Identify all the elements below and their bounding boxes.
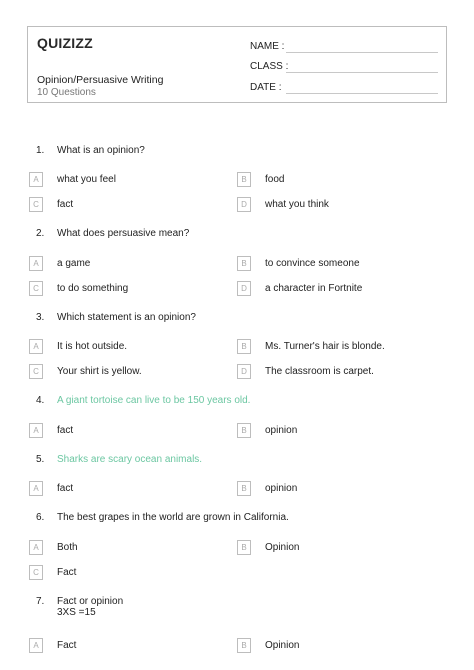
option-letter-box: A <box>29 256 43 271</box>
option-letter-box: D <box>237 364 251 379</box>
option-letter-box: C <box>29 364 43 379</box>
option-letter-box: A <box>29 481 43 496</box>
question-text: The best grapes in the world are grown in California. <box>57 512 289 523</box>
name-line[interactable] <box>286 52 438 53</box>
question-number: 1. <box>36 145 45 156</box>
option-letter-box: A <box>29 638 43 653</box>
question-5 <box>36 454 456 465</box>
question-text: What is an opinion? <box>57 145 145 156</box>
question-3 <box>36 312 456 323</box>
question-7 <box>36 596 456 618</box>
question-1 <box>36 145 456 156</box>
option-text: fact <box>57 425 74 436</box>
option-text: Both <box>57 542 78 553</box>
question-number: 2. <box>36 228 45 239</box>
option-text: opinion <box>265 483 298 494</box>
question-2 <box>36 228 456 239</box>
name-label: NAME : <box>250 41 285 52</box>
option-text: food <box>265 174 285 185</box>
question-text: Which statement is an opinion? <box>57 312 196 323</box>
option-letter-box: B <box>237 481 251 496</box>
question-text: What does persuasive mean? <box>57 228 190 239</box>
option-text: opinion <box>265 425 298 436</box>
option-text: to convince someone <box>265 258 360 269</box>
question-number: 6. <box>36 512 45 523</box>
option-text: to do something <box>57 283 129 294</box>
option-text: Your shirt is yellow. <box>57 366 142 377</box>
option-letter-box: A <box>29 172 43 187</box>
option-text: what you feel <box>57 174 116 185</box>
option-text: Opinion <box>265 640 300 651</box>
option-letter-box: B <box>237 540 251 555</box>
question-number: 4. <box>36 395 45 406</box>
option-letter-box: B <box>237 339 251 354</box>
question-6 <box>36 512 456 523</box>
question-text-line-1: Fact or opinion <box>57 596 124 607</box>
option-text: a character in Fortnite <box>265 283 363 294</box>
option-letter-box: C <box>29 281 43 296</box>
class-label: CLASS : <box>250 61 289 72</box>
option-text: fact <box>57 199 74 210</box>
question-text: Sharks are scary ocean animals. <box>57 454 203 465</box>
question-text-line-2: 3XS =15 <box>57 607 96 618</box>
question-4 <box>36 395 456 406</box>
quizizz-logo: QUIZIZZ <box>37 35 93 51</box>
option-letter-box: A <box>29 423 43 438</box>
option-text: a game <box>57 258 91 269</box>
option-text: Fact <box>57 640 77 651</box>
worksheet-title: Opinion/Persuasive Writing <box>37 74 164 86</box>
option-letter-box: D <box>237 197 251 212</box>
option-text: Ms. Turner's hair is blonde. <box>265 341 385 352</box>
question-number: 3. <box>36 312 45 323</box>
question-number: 5. <box>36 454 45 465</box>
question-text: A giant tortoise can live to be 150 years old. <box>57 395 251 406</box>
option-letter-box: C <box>29 197 43 212</box>
option-letter-box: B <box>237 638 251 653</box>
question-count: 10 Questions <box>37 87 96 98</box>
date-line[interactable] <box>286 93 438 94</box>
option-text: what you think <box>265 199 329 210</box>
question-text <box>57 596 123 618</box>
option-text: It is hot outside. <box>57 341 128 352</box>
option-letter-box: B <box>237 423 251 438</box>
class-line[interactable] <box>286 72 438 73</box>
option-letter-box: A <box>29 540 43 555</box>
option-letter-box: C <box>29 565 43 580</box>
option-letter-box: D <box>237 281 251 296</box>
option-text: Opinion <box>265 542 300 553</box>
worksheet-header <box>27 26 447 103</box>
option-letter-box: B <box>237 172 251 187</box>
option-letter-box: A <box>29 339 43 354</box>
option-text: Fact <box>57 567 77 578</box>
option-text: fact <box>57 483 74 494</box>
option-letter-box: B <box>237 256 251 271</box>
question-number: 7. <box>36 596 45 607</box>
option-text: The classroom is carpet. <box>265 366 374 377</box>
date-label: DATE : <box>250 82 282 93</box>
